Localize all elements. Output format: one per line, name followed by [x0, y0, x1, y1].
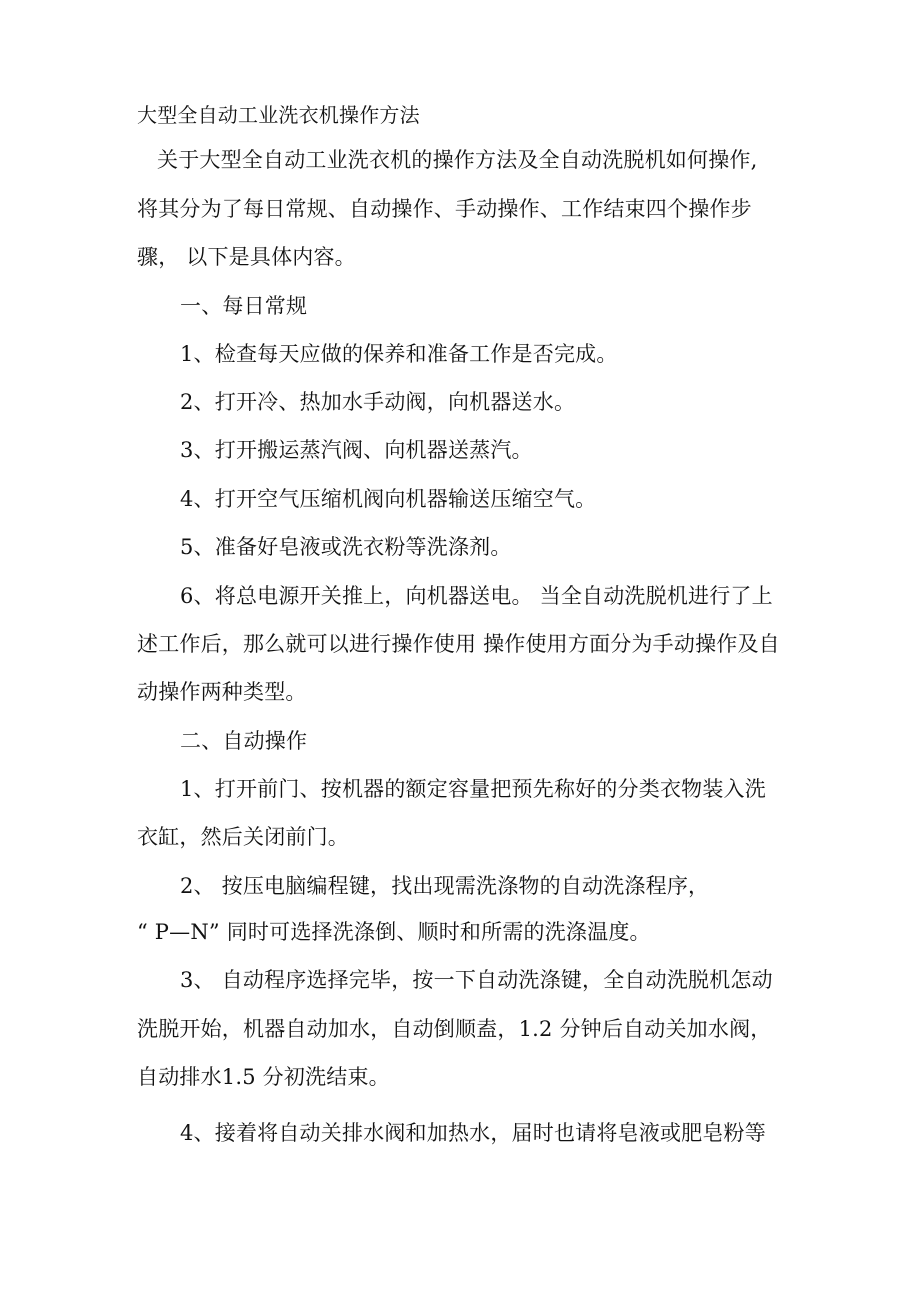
section-1-item-3: 3、打开搬运蒸汽阀、向机器送蒸汽。: [180, 438, 533, 462]
section-1-item-2: 2、打开冷、热加水手动阀，向机器送水。: [180, 390, 576, 414]
intro-line-3: 骤， 以下是具体内容。: [137, 245, 356, 269]
section-1-item-6-line-3: 动操作两种类型。: [137, 680, 307, 704]
section-1-item-5: 5、准备好皂液或洗衣粉等洗涤剂。: [180, 535, 512, 559]
section-2-item-3-line-1: 3、 自动程序选择完毕，按一下自动洗涤键，全自动洗脱机怎动: [180, 968, 773, 992]
section-1-item-6-line-2: 述工作后，那么就可以进行操作使用 操作使用方面分为手动操作及自: [137, 632, 780, 656]
section-1-item-1: 1、检查每天应做的保养和准备工作是否完成。: [180, 342, 618, 366]
section-2-item-3-line-2: 洗脱开始，机器自动加水，自动倒顺盍，1.2 分钟后自动关加水阀，: [137, 1017, 772, 1041]
intro-line-1: 关于大型全自动工业洗衣机的操作方法及全自动洗脱机如何操作,: [157, 148, 758, 172]
section-2-item-2-line-1: 2、 按压电脑编程键，找出现需洗涤物的自动洗涤程序，: [180, 874, 710, 898]
section-1-heading: 一、每日常规: [180, 294, 308, 318]
section-2-item-2-line-2: “ P—N” 同时可选择洗涤倒、顺时和所需的洗涤温度。: [137, 920, 651, 944]
intro-line-2: 将其分为了每日常规、自动操作、手动操作、工作结束四个操作步: [137, 197, 752, 221]
section-2-item-1-line-2: 衣缸，然后关闭前门。: [137, 825, 349, 849]
section-2-item-1-line-1: 1、打开前门、按机器的额定容量把预先称好的分类衣物装入洗: [180, 777, 766, 801]
section-1-item-4: 4、打开空气压缩机阀向机器输送压缩空气。: [180, 487, 597, 511]
section-2-heading: 二、自动操作: [180, 729, 308, 753]
section-2-item-4-line-1: 4、接着将自动关排水阀和加热水，届时也请将皂液或肥皂粉等: [180, 1121, 766, 1145]
document-title: 大型全自动工业洗衣机操作方法: [137, 103, 420, 127]
section-2-item-3-line-3: 自动排水1.5 分初洗结束。: [137, 1065, 390, 1089]
section-1-item-6-line-1: 6、将总电源开关推上，向机器送电。 当全自动洗脱机进行了上: [180, 584, 773, 608]
